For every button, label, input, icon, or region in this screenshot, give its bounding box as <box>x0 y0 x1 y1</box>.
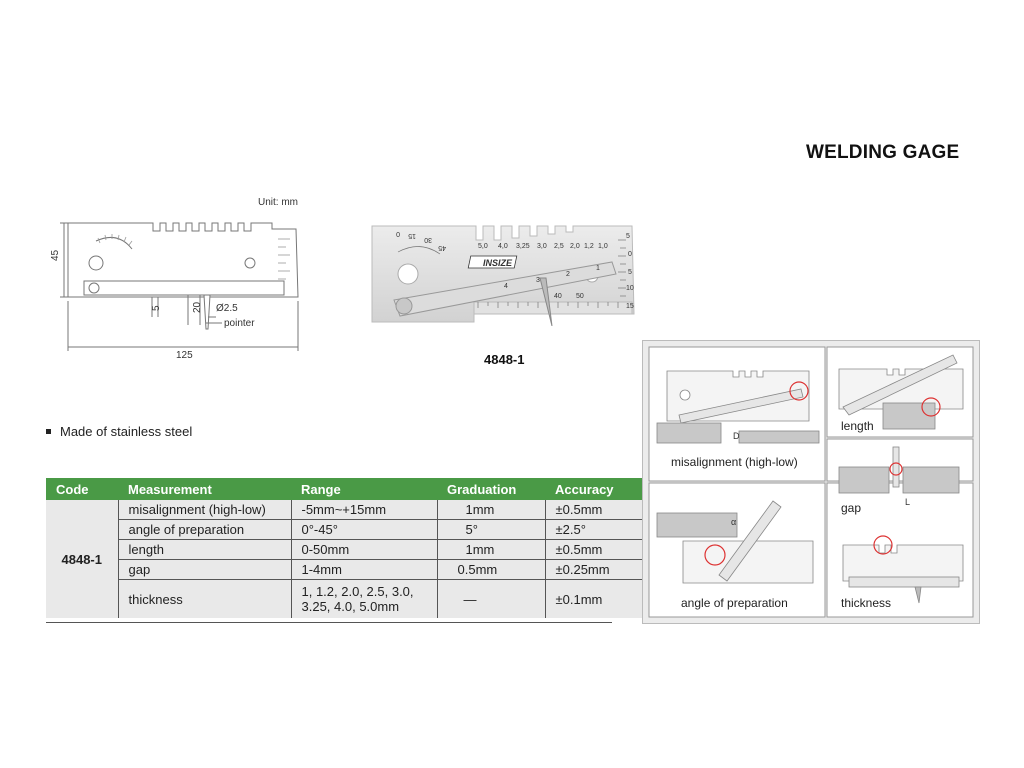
misalignment-marker: D <box>733 431 740 441</box>
usage-panels <box>642 340 980 624</box>
pointer-needle <box>204 295 210 329</box>
side-mark: 0 <box>628 251 632 258</box>
angle-marker: α <box>731 517 737 527</box>
gap-marker: L <box>905 497 911 507</box>
graduation-cell: 1mm <box>437 500 545 520</box>
range-cell <box>291 580 437 619</box>
side-mark: 10 <box>626 285 634 292</box>
hole-right <box>245 258 255 268</box>
range-line: 1, 1.2, 2.0, 2.5, 3.0, <box>301 584 414 599</box>
table-header-row <box>46 478 643 500</box>
table-bottom-rule <box>46 622 612 623</box>
arm-mark: 2 <box>566 271 570 278</box>
measurement-cell: length <box>118 540 291 560</box>
angle-mark: 45 <box>438 244 446 251</box>
hole-left <box>89 256 103 270</box>
accuracy-cell: ±0.25mm <box>545 560 643 580</box>
thickness-mark: 2,0 <box>570 243 580 250</box>
header-range: Range <box>291 478 437 500</box>
spec-table <box>46 478 643 618</box>
caption-thickness: thickness <box>841 596 892 610</box>
dim-height: 45 <box>50 249 61 261</box>
angle-mark: 15 <box>408 232 416 239</box>
measurement-cell: gap <box>118 560 291 580</box>
range-cell: 0-50mm <box>291 540 437 560</box>
model-number: 4848-1 <box>484 352 525 367</box>
header-accuracy: Accuracy <box>545 478 643 500</box>
thickness-mark: 1,0 <box>598 243 608 250</box>
unit-label: Unit: mm <box>258 197 298 208</box>
thickness-mark: 5,0 <box>478 243 488 250</box>
pointer-arm <box>84 281 284 295</box>
brand-logo-text: INSIZE <box>483 258 513 268</box>
product-photo <box>370 222 646 326</box>
header-measurement: Measurement <box>118 478 291 500</box>
accuracy-cell: ±2.5° <box>545 520 643 540</box>
caption-misalignment: misalignment (high-low) <box>671 455 798 469</box>
thickness-mark: 4,0 <box>498 243 508 250</box>
page-title: WELDING GAGE <box>806 142 960 163</box>
dim-pointer-diameter: Ø2.5 <box>216 303 238 314</box>
pivot-rivet <box>396 298 412 314</box>
thickness-mark: 3,0 <box>537 243 547 250</box>
range-cell: 0°-45° <box>291 520 437 540</box>
header-graduation: Graduation <box>437 478 545 500</box>
angle-mark: 0 <box>396 230 400 237</box>
side-mark: 5 <box>626 233 630 240</box>
caption-length: length <box>841 419 874 433</box>
technical-drawing <box>40 205 310 365</box>
bullet-square <box>46 429 51 434</box>
measurement-cell: misalignment (high-low) <box>118 500 291 520</box>
graduation-cell: — <box>437 580 545 619</box>
dim-slot: 5 <box>151 305 162 311</box>
arm-mark: 1 <box>596 265 600 272</box>
dim-width: 125 <box>176 350 193 361</box>
measurement-cell: angle of preparation <box>118 520 291 540</box>
photo-hole <box>398 264 418 284</box>
header-code: Code <box>46 478 118 500</box>
table-row <box>46 560 643 580</box>
accuracy-cell: ±0.1mm <box>545 580 643 619</box>
table-row <box>46 540 643 560</box>
accuracy-cell: ±0.5mm <box>545 500 643 520</box>
usage-illustrations <box>643 341 979 623</box>
thickness-mark: 3,25 <box>516 243 530 250</box>
length-mark: 40 <box>554 293 562 300</box>
measurement-cell: thickness <box>118 580 291 619</box>
caption-gap: gap <box>841 501 862 515</box>
graduation-cell: 5° <box>437 520 545 540</box>
angle-arc <box>96 237 132 249</box>
side-mark: 5 <box>628 269 632 276</box>
thickness-mark: 1,2 <box>584 243 594 250</box>
accuracy-cell: ±0.5mm <box>545 540 643 560</box>
code-cell: 4848-1 <box>46 500 118 618</box>
arm-mark: 3 <box>536 277 540 284</box>
table-row <box>46 580 643 619</box>
graduation-cell: 0.5mm <box>437 560 545 580</box>
length-mark: 50 <box>576 293 584 300</box>
range-cell: 1-4mm <box>291 560 437 580</box>
range-line: 3.25, 4.0, 5.0mm <box>301 599 400 614</box>
thickness-mark: 2,5 <box>554 243 564 250</box>
dim-pointer-length: 20 <box>192 301 203 313</box>
dim-pointer-label: pointer <box>224 318 255 329</box>
range-cell: -5mm~+15mm <box>291 500 437 520</box>
graduation-cell: 1mm <box>437 540 545 560</box>
material-note-text: Made of stainless steel <box>60 424 193 439</box>
material-note <box>46 424 192 439</box>
angle-mark: 30 <box>424 236 432 243</box>
side-mark: 15 <box>626 303 634 310</box>
caption-angle: angle of preparation <box>681 596 788 610</box>
table-row <box>46 520 643 540</box>
table-row <box>46 500 643 520</box>
arm-mark: 4 <box>504 283 508 290</box>
